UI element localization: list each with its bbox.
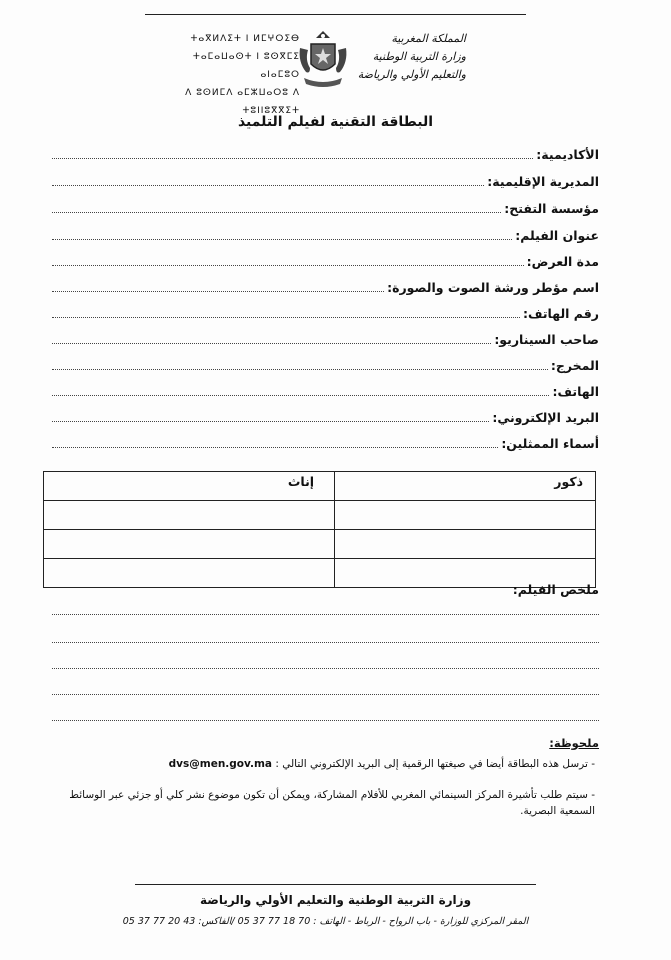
field-label: أسماء الممثلين: [501,436,599,451]
field-actors-names [52,433,599,451]
field-label: المديرية الإقليمية: [487,174,599,189]
field-label: البريد الإلكتروني: [492,410,599,425]
field-label: الهاتف: [552,384,599,399]
fill-in-line[interactable] [52,421,489,422]
summary-line[interactable] [52,642,599,643]
field-workshop-supervisor [52,277,599,295]
header-tifinagh-line: ⵜⴰⴳⵍⴷⵉⵜ ⵏ ⵍⵎⵖⵔⵉⴱ [190,34,300,44]
table-cell[interactable] [44,530,335,559]
field-email [52,407,599,425]
field-label: اسم مؤطر ورشة الصوت والصورة: [387,280,599,295]
summary-label: ملخص الفيلم: [512,582,599,597]
fill-in-line[interactable] [52,343,491,344]
table-header-row [44,472,596,501]
summary-line[interactable] [52,614,599,615]
footer-address: المقر المركزي للوزارة - باب الرواح - الرباط - الهاتف : 70 18 77 37 05 /الفاكس: 43 20 77 37 05 [122,916,529,927]
header-arabic [266,30,466,84]
header-tifinagh-line: ⵜⴰⵎⴰⵡⴰⵙⵜ ⵏ ⵓⵙⴳⵎⵉ ⴰⵏⴰⵎⵓⵔ [192,52,300,80]
note-item [75,756,595,772]
fill-in-line[interactable] [52,447,498,448]
header-tifinagh-line: ⴷ ⵓⵙⵍⵎⴷ ⴰⵎⵣⵡⴰⵔⵓ ⴷ ⵜⵓⵏⵏⵓⴳⴳⵉⵜ [185,88,300,116]
page-title: البطاقة التقنية لفيلم التلميذ [237,114,434,130]
female-column-header: إناث [44,472,335,501]
fill-in-line[interactable] [52,158,533,159]
field-film-title [52,225,599,243]
field-institution [52,198,599,216]
field-label: المخرج: [550,358,599,373]
field-director [52,355,599,373]
fill-in-line[interactable] [52,291,384,292]
field-provincial-directorate [52,171,599,189]
email-link[interactable]: dvs@men.gov.ma [168,758,273,770]
fill-in-line[interactable] [52,395,549,396]
table-cell[interactable] [44,501,335,530]
summary-line[interactable] [52,668,599,669]
header-arabic-line: وزارة التربية الوطنية [372,50,466,63]
note-item: - سيتم طلب تأشيرة المركز السينمائي المغربي للأفلام المشاركة، ويمكن أن تكون موضوع نشر كلي أو جزئي عبر الوسائط السمعية البصرية. [69,789,595,817]
table-row [44,530,596,559]
field-label: الأكاديمية: [536,147,599,162]
notes-label: ملحوظة: [549,736,599,750]
fill-in-line[interactable] [52,369,548,370]
field-phone [52,381,599,399]
fill-in-line[interactable] [52,239,512,240]
male-column-header: ذكور [335,472,596,501]
field-label: عنوان الفيلم: [515,228,599,243]
note-text: - ترسل هذه البطاقة أيضا في صيغتها الرقمية إلى البريد الإلكتروني التالي : [275,758,595,770]
table-cell[interactable] [335,530,596,559]
actors-table [43,471,596,588]
field-label: صاحب السيناريو: [494,332,599,347]
top-divider [145,14,526,15]
table-cell[interactable] [335,501,596,530]
header-arabic-line: المملكة المغربية [391,32,466,45]
field-label: رقم الهاتف: [522,306,599,321]
fill-in-line[interactable] [52,212,501,213]
footer-ministry: وزارة التربية الوطنية والتعليم الأولي والرياضة [199,893,472,907]
field-phone-number [52,303,599,321]
table-row [44,501,596,530]
table-cell[interactable] [44,559,335,588]
header-arabic-line: والتعليم الأولي والرياضة [357,68,466,81]
field-academy [52,144,599,162]
fill-in-line[interactable] [52,185,484,186]
field-label: مدة العرض: [526,254,599,269]
bottom-divider [135,884,536,885]
field-duration [52,251,599,269]
summary-line[interactable] [52,720,599,721]
field-label: مؤسسة التفتح: [504,201,599,216]
fill-in-line[interactable] [52,317,520,318]
summary-line[interactable] [52,694,599,695]
field-screenwriter [52,329,599,347]
fill-in-line[interactable] [52,265,524,266]
